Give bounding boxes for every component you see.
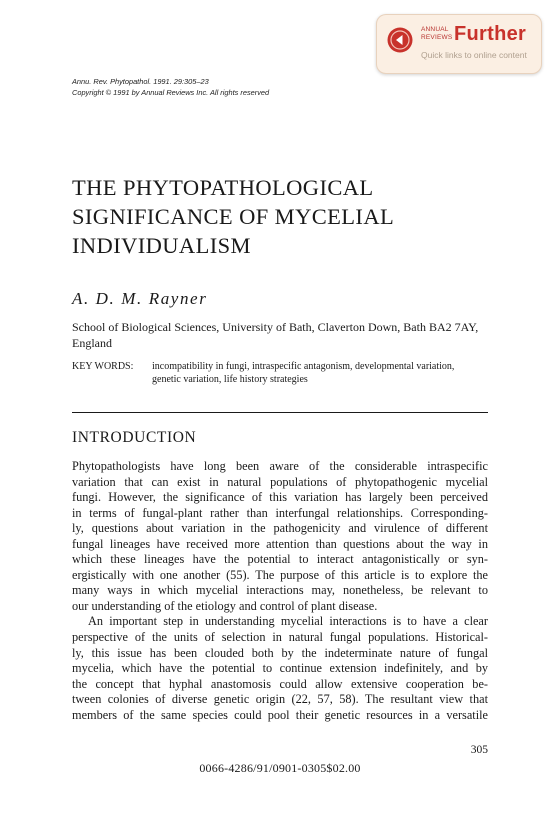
body-line: ly, questions about variation in the pathogenicity and virulence of different	[72, 521, 488, 536]
body-line: our understanding of the etiology and control of plant disease.	[72, 598, 378, 613]
title-line: INDIVIDUALISM	[72, 233, 251, 258]
body-line: members of the same species could pool their genetic resources in a versatile	[72, 707, 488, 722]
affiliation-line: England	[72, 336, 112, 350]
body-line: in terms of fungal-plant rather than interfungal relationships. Corresponding-	[72, 505, 488, 520]
keywords-line: incompatibility in fungi, intraspecific antagonism, developmental variation,	[152, 361, 455, 372]
speaker-play-icon	[387, 27, 413, 53]
section-divider	[72, 412, 488, 413]
keywords-label: KEY WORDS:	[72, 361, 134, 372]
citation-block	[72, 77, 392, 98]
body-line: An important step in understanding mycelial interactions is to have a clear	[88, 614, 488, 629]
issn-line: 0066-4286/91/0901-0305$02.00	[199, 761, 361, 775]
keywords-list	[152, 360, 492, 386]
annual-reviews-wordmark: ANNUAL REVIEWS	[421, 26, 453, 41]
further-wordmark: Further	[454, 23, 527, 45]
author-affiliation	[72, 319, 492, 351]
body-text	[72, 459, 488, 723]
body-line: ly, this issue has been clouded both by the indeterminate nature of fungal	[72, 645, 488, 660]
annual-reviews-further-badge[interactable]	[376, 14, 542, 74]
body-line: Phytopathologists have long been aware of the considerable intraspecific	[72, 459, 488, 473]
journal-citation: Annu. Rev. Phytopathol. 1991. 29:305–23	[72, 77, 209, 86]
badge-tagline[interactable]: Quick links to online content	[421, 50, 527, 60]
body-line: variation that can exist in natural populations of phytopathogenic mycelial	[72, 474, 488, 489]
keywords-line: genetic variation, life history strategies	[152, 374, 308, 385]
author-name: A. D. M. Rayner	[72, 289, 208, 308]
body-line: fungi. However, the significance of this variation has largely been perceived	[72, 490, 488, 505]
body-line: many ways in which mycelial interactions may, nonetheless, be relevant to	[72, 583, 488, 598]
affiliation-line: School of Biological Sciences, University of Bath, Claverton Down, Bath BA2 7AY,	[72, 320, 479, 334]
title-line: THE PHYTOPATHOLOGICAL	[72, 175, 374, 200]
body-line: ergistically with one another (55). The purpose of this article is to explore the	[72, 567, 488, 582]
title-line: SIGNIFICANCE OF MYCELIAL	[72, 204, 395, 229]
article-title	[72, 173, 492, 260]
body-line: perspective of the units of selection in natural fungal populations. Historical-	[72, 630, 488, 645]
body-line: mycelia, which have the potential to continue extension indefinitely, and by	[72, 661, 488, 676]
copyright-notice: Copyright © 1991 by Annual Reviews Inc. All rights reserved	[72, 87, 270, 97]
body-line: the concept that hyphal anastomosis could allow extensive cooperation be-	[72, 676, 488, 691]
page-number: 305	[470, 744, 488, 756]
section-heading: INTRODUCTION	[72, 429, 197, 446]
body-line: fungal lineages have received more attention than questions about the way in	[72, 536, 488, 551]
body-line: tween colonies of diverse genetic origin (22, 57, 58). The resultant view that	[72, 692, 488, 707]
body-line: which these lineages have the potential to interact antagonistically or syn-	[72, 552, 488, 567]
